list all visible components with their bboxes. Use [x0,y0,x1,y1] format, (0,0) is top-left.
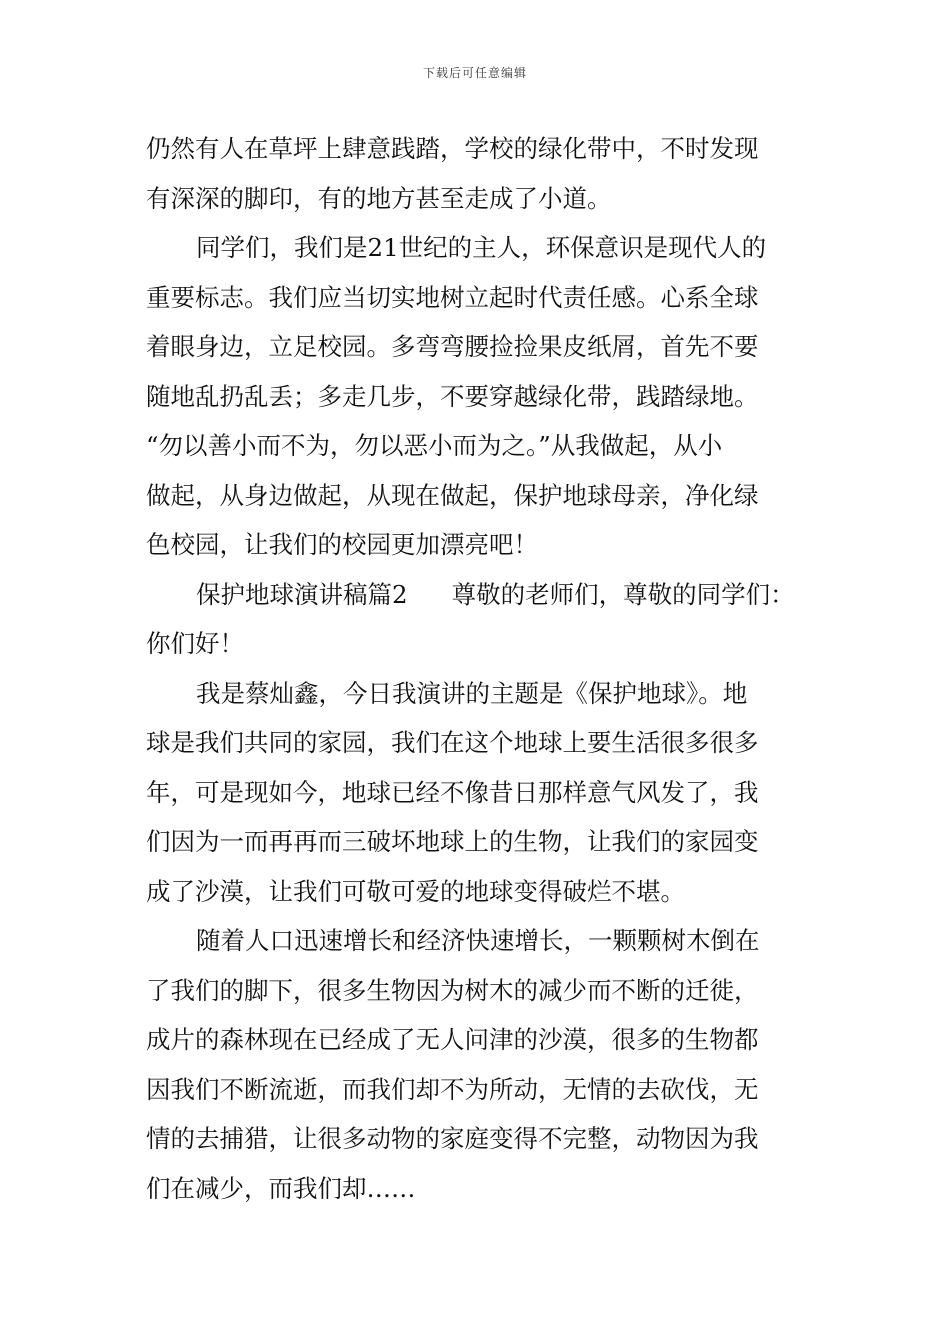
text-line: 同学们，我们是21世纪的主人，环保意识是现代人的 [196,233,767,262]
section-heading-line [146,570,811,620]
text-line: “勿以善小而不为，勿以恶小而为之。”从我做起，从小 [146,431,723,460]
text-line: 们在减少，而我们却…… [146,1173,416,1203]
text-line: 情的去捕猎，让很多动物的家庭变得不完整，动物因为我 [146,1124,759,1153]
text-line: 成片的森林现在已经成了无人问津的沙漠，很多的生物都 [146,1025,759,1054]
text-line: 们因为一而再再而三破坏地球上的生物，让我们的家园变 [146,827,759,856]
text-line: 成了沙漠，让我们可敬可爱的地球变得破烂不堪。 [146,876,685,906]
text-line: 年，可是现如今，地球已经不像昔日那样意气风发了，我 [146,777,759,807]
text-line: 球是我们共同的家园，我们在这个地球上要生活很多很多 [146,728,759,757]
text-line: 我是蔡灿鑫，今日我演讲的主题是《保护地球》。地 [196,678,748,708]
text-line: 重要标志。我们应当切实地树立起时代责任感。心系全球 [146,282,759,312]
text-line: 随着人口迅速增长和经济快速增长，一颗颗树木倒在 [196,926,760,955]
text-line: 着眼身边，立足校园。多弯弯腰捡捡果皮纸屑，首先不要 [146,332,759,361]
text-line: 你们好！ [146,629,244,658]
text-line: 因我们不断流逝，而我们却不为所动，无情的去砍伐，无 [146,1074,759,1104]
text-line: 色校园，让我们的校园更加漂亮吧！ [146,530,538,559]
section-title: 保护地球演讲稿篇2 [196,579,408,609]
page-header: 下载后可任意编辑 [422,66,527,80]
text-line: 做起，从身边做起，从现在做起，保护地球母亲，净化绿 [146,480,759,510]
text-line: 仍然有人在草坪上肆意践踏，学校的绿化带中，不时发现 [146,134,759,163]
salutation: 尊敬的老师们，尊敬的同学们： [451,579,795,609]
text-line: 有深深的脚印，有的地方甚至走成了小道。 [146,183,612,213]
text-line: 了我们的脚下，很多生物因为树木的减少而不断的迁徙， [146,975,759,1005]
document-body [146,124,811,1213]
text-line: 随地乱扔乱丢；多走几步，不要穿越绿化带，践踏绿地。 [146,381,759,411]
